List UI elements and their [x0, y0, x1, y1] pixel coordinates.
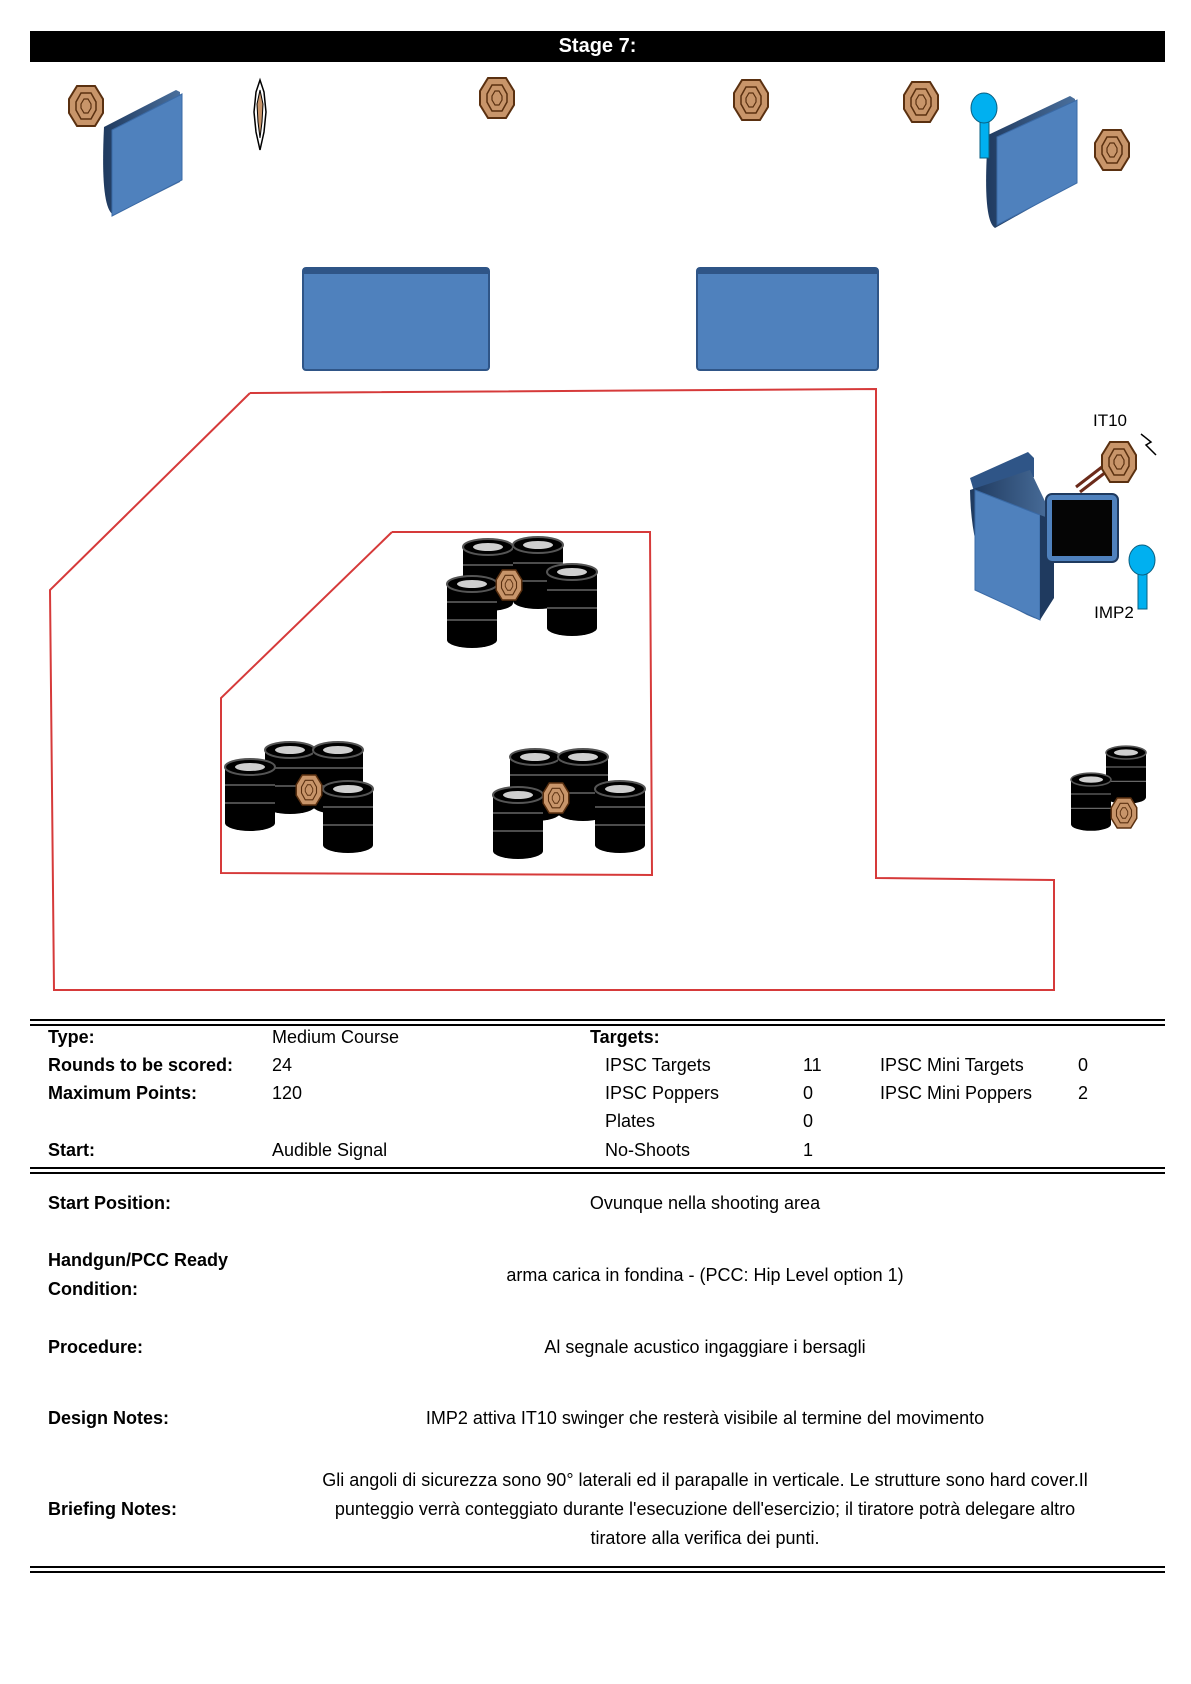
wall-back-right: [986, 96, 1077, 228]
ready-condition-label-1: Handgun/PCC Ready: [48, 1250, 229, 1270]
ipsc-targets-value: 11: [803, 1055, 822, 1075]
wall-center-right: [697, 268, 878, 370]
barrel-group-right: [493, 749, 645, 859]
imp2-mini-popper: [1129, 545, 1155, 609]
start-position-value: Ovunque nella shooting area: [589, 1193, 821, 1213]
ipsc-target: [904, 82, 938, 122]
no-shoots-label: No-Shoots: [605, 1140, 691, 1160]
barrel-group-left: [225, 742, 373, 853]
rule: [30, 1571, 1165, 1573]
briefing-notes-line: tiratore alla verifica dei punti.: [590, 1528, 820, 1548]
ipsc-mini-targets-label: IPSC Mini Targets: [880, 1055, 1024, 1075]
it10-swinger-target: [1076, 434, 1156, 492]
ipsc-mini-poppers-label: IPSC Mini Poppers: [880, 1083, 1033, 1103]
it10-label: IT10: [1092, 411, 1128, 430]
imp2-label: IMP2: [1094, 603, 1134, 622]
max-points-value: 120: [272, 1083, 303, 1103]
briefing-notes-line: Gli angoli di sicurezza sono 90° laterali ed il parapalle in verticale. Le strutture sono hard cover.Il: [322, 1470, 1088, 1490]
ipsc-poppers-value: 0: [803, 1083, 814, 1103]
barrel-group-far-right: [1071, 746, 1146, 831]
targets-label: Targets:: [590, 1027, 660, 1047]
plates-value: 0: [803, 1111, 814, 1131]
rounds-value: 24: [272, 1055, 293, 1075]
stage-diagram: [0, 62, 1191, 1020]
max-points-label: Maximum Points:: [48, 1083, 198, 1103]
briefing-notes-line: punteggio verrà conteggiato durante l'esecuzione dell'esercizio; il tiratore potrà delegare altro: [334, 1499, 1076, 1519]
ipsc-targets-label: IPSC Targets: [605, 1055, 711, 1075]
stage-title: Stage 7:: [30, 31, 1165, 62]
ipsc-target: [69, 86, 103, 126]
procedure-value: Al segnale acustico ingaggiare i bersagli: [544, 1337, 866, 1357]
no-shoots-value: 1: [803, 1140, 814, 1160]
briefing-notes-label: Briefing Notes:: [48, 1499, 178, 1519]
ipsc-poppers-label: IPSC Poppers: [605, 1083, 720, 1103]
plates-label: Plates: [605, 1111, 656, 1131]
procedure-label: Procedure:: [48, 1337, 144, 1357]
no-shoot-black-box: [1046, 494, 1118, 562]
rule: [30, 1019, 1165, 1021]
ipsc-target: [480, 78, 514, 118]
type-label: Type:: [48, 1027, 95, 1047]
type-value: Medium Course: [272, 1027, 400, 1047]
start-value: Audible Signal: [272, 1140, 388, 1160]
rule: [30, 1167, 1165, 1169]
wall-center-left: [303, 268, 489, 370]
ipsc-target: [734, 80, 768, 120]
rule: [30, 1172, 1165, 1174]
rounds-label: Rounds to be scored:: [48, 1055, 234, 1075]
wall-back-left: [103, 90, 182, 216]
it10-wall: [970, 452, 1054, 620]
ipsc-mini-poppers-value: 2: [1078, 1083, 1089, 1103]
ipsc-target: [1095, 130, 1129, 170]
ready-condition-value: arma carica in fondina - (PCC: Hip Level option 1): [506, 1265, 904, 1285]
design-notes-value: IMP2 attiva IT10 swinger che resterà visibile al termine del movimento: [425, 1408, 985, 1428]
rule: [30, 1566, 1165, 1568]
swinger-target-back: [254, 80, 266, 150]
design-notes-label: Design Notes:: [48, 1408, 170, 1428]
ready-condition-label-2: Condition:: [48, 1279, 138, 1299]
rule: [30, 1024, 1165, 1026]
barrel-group-top: [447, 537, 597, 648]
ipsc-mini-targets-value: 0: [1078, 1055, 1089, 1075]
start-label: Start:: [48, 1140, 96, 1160]
start-position-label: Start Position:: [48, 1193, 172, 1213]
fault-line-outer: [50, 389, 1054, 990]
